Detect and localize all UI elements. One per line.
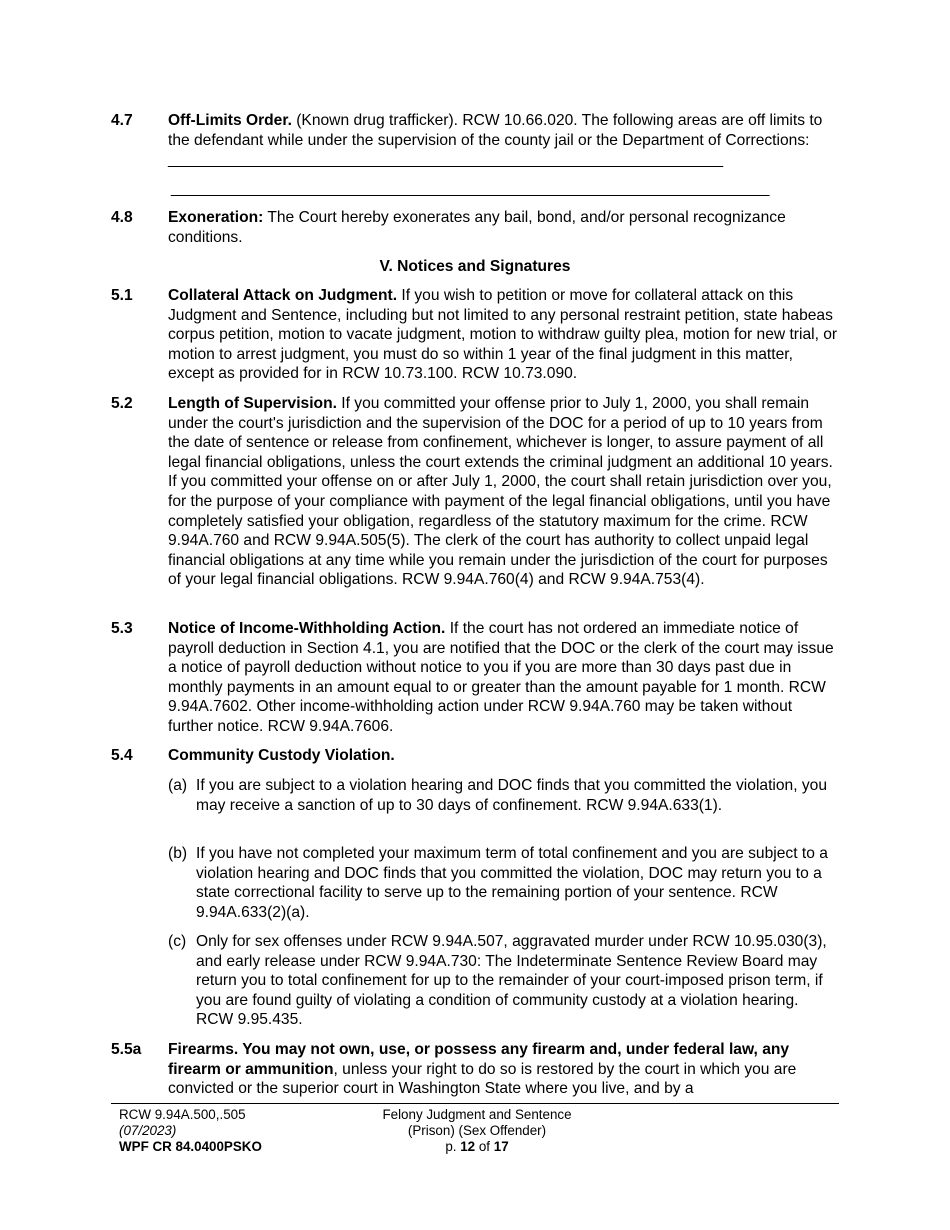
- page-of: of: [475, 1139, 494, 1154]
- section-number: 5.5a: [111, 1041, 142, 1058]
- item-text: If you have not completed your maximum term of total confinement and you are subject to a violation hearing and DOC finds that you committed the violation, DOC may return you to a state correctional facility to serve up to the remaining portion of your sentence. RCW 9.94A.633(2)(a).: [196, 845, 828, 921]
- section-text: , unless your right to do so is restored by the court in which you are convicted or the superior court in Washington State where you live, and by a: [168, 1060, 797, 1098]
- blank-line: _____________________________________________________________________: [171, 179, 770, 197]
- page-prefix: p.: [445, 1139, 461, 1154]
- footer-date: (07/2023): [119, 1123, 177, 1138]
- section-number: 5.1: [111, 287, 133, 304]
- section-number: 4.8: [111, 209, 133, 226]
- footer-rcw: RCW 9.94A.500,.505: [119, 1107, 246, 1122]
- section-title: Notice of Income-Withholding Action.: [168, 620, 446, 637]
- section-4-7: [111, 111, 841, 198]
- item-text: Only for sex offenses under RCW 9.94A.507, aggravated murder under RCW 10.95.030(3), and early release under RCW 9.94A.730: The Indeterminate Sentence Review Board may return you to total confinement for up to the remainder of your court-imposed prison term, if you are found guilty of violating a condition of community custody at a violation hearing. RCW 9.95.435.: [196, 933, 827, 1029]
- list-item: [168, 844, 840, 922]
- section-number: 5.3: [111, 620, 133, 637]
- footer-subtitle: (Prison) (Sex Offender): [407, 1123, 547, 1138]
- item-label: (c): [168, 933, 187, 950]
- section-5-5a: [111, 1040, 841, 1099]
- section-title: Firearms. You may not own, use, or possess any firearm and, under federal law, any firearm or ammunition: [168, 1041, 790, 1078]
- footer-form-number: WPF CR 84.0400PSKO: [119, 1139, 262, 1154]
- section-number: 5.2: [111, 395, 133, 412]
- section-title: Collateral Attack on Judgment.: [168, 287, 398, 304]
- total-pages: 17: [493, 1139, 509, 1154]
- list-item: [168, 776, 840, 815]
- section-text: If the court has not ordered an immediate notice of payroll deduction in Section 4.1, you are notified that the DOC or the clerk of the court may issue a notice of payroll deduction without notice to you if you are more than 30 days past due in monthly payments in an amount equal to or greater than the amount payable for 1 month. RCW 9.94A.7602. Other income-withholding action under RCW 9.94A.760 may be taken without further notice. RCW 9.94A.7606.: [168, 620, 834, 735]
- section-title: Length of Supervision.: [168, 395, 337, 412]
- footer-center: [327, 1107, 627, 1155]
- section-title: Off-Limits Order.: [168, 112, 292, 129]
- footer-left: [119, 1107, 262, 1155]
- page-number: [327, 1139, 627, 1155]
- section-heading: V. Notices and Signatures: [379, 258, 571, 275]
- section-text: If you committed your offense prior to July 1, 2000, you shall remain under the court's jurisdiction and the supervision of the DOC for a period of up to 10 years from the date of sentence or release from confinement, whichever is longer, to assure payment of all legal financial obligations, unless the court extends the criminal judgment an additional 10 years. If you committed your offense on or after July 1, 2000, the court shall retain jurisdiction over you, for the purpose of your compliance with payment of the legal financial obligations, until you have completely satisfied your obligation, regardless of the statutory maximum for the crime. RCW 9.94A.760 and RCW 9.94A.505(5). The clerk of the court has authority to collect unpaid legal financial obligations at any time while you remain under the jurisdiction of the court for purposes of your legal financial obligations. RCW 9.94A.760(4) and RCW 9.94A.753(4).: [168, 395, 833, 589]
- section-text: The Court hereby exonerates any bail, bond, and/or personal recognizance conditions.: [168, 209, 786, 246]
- section-5-1: [111, 286, 841, 384]
- current-page: 12: [460, 1139, 476, 1154]
- item-label: (a): [168, 777, 188, 794]
- section-text: If you wish to petition or move for collateral attack on this Judgment and Sentence, including but not limited to any personal restraint petition, state habeas corpus petition, motion to vacate judgment, motion to withdraw guilty plea, motion for new trial, or motion to arrest judgment, you must do so within 1 year of the final judgment in this matter, except as provided for in RCW 10.73.100. RCW 10.73.090.: [168, 287, 838, 383]
- section-title: Exoneration:: [168, 209, 264, 226]
- section-5-3: [111, 619, 841, 737]
- footer-divider: [111, 1103, 839, 1104]
- section-text: (Known drug trafficker). RCW 10.66.020. The following areas are off limits to the defendant while under the supervision of the county jail or the Department of Corrections:: [168, 112, 823, 149]
- section-4-8: [111, 208, 841, 247]
- list-item: [168, 932, 840, 1030]
- blank-line: ________________________________________________________________: [168, 151, 724, 169]
- section-number: 5.4: [111, 747, 133, 764]
- section-title: Community Custody Violation.: [168, 747, 395, 764]
- item-text: If you are subject to a violation hearing and DOC finds that you committed the violation, you may receive a sanction of up to 30 days of confinement. RCW 9.94A.633(1).: [196, 777, 828, 814]
- section-5-2: [111, 394, 841, 590]
- section-5-4: [111, 746, 841, 766]
- footer-title: Felony Judgment and Sentence: [382, 1107, 572, 1122]
- item-label: (b): [168, 845, 188, 862]
- section-number: 4.7: [111, 112, 133, 129]
